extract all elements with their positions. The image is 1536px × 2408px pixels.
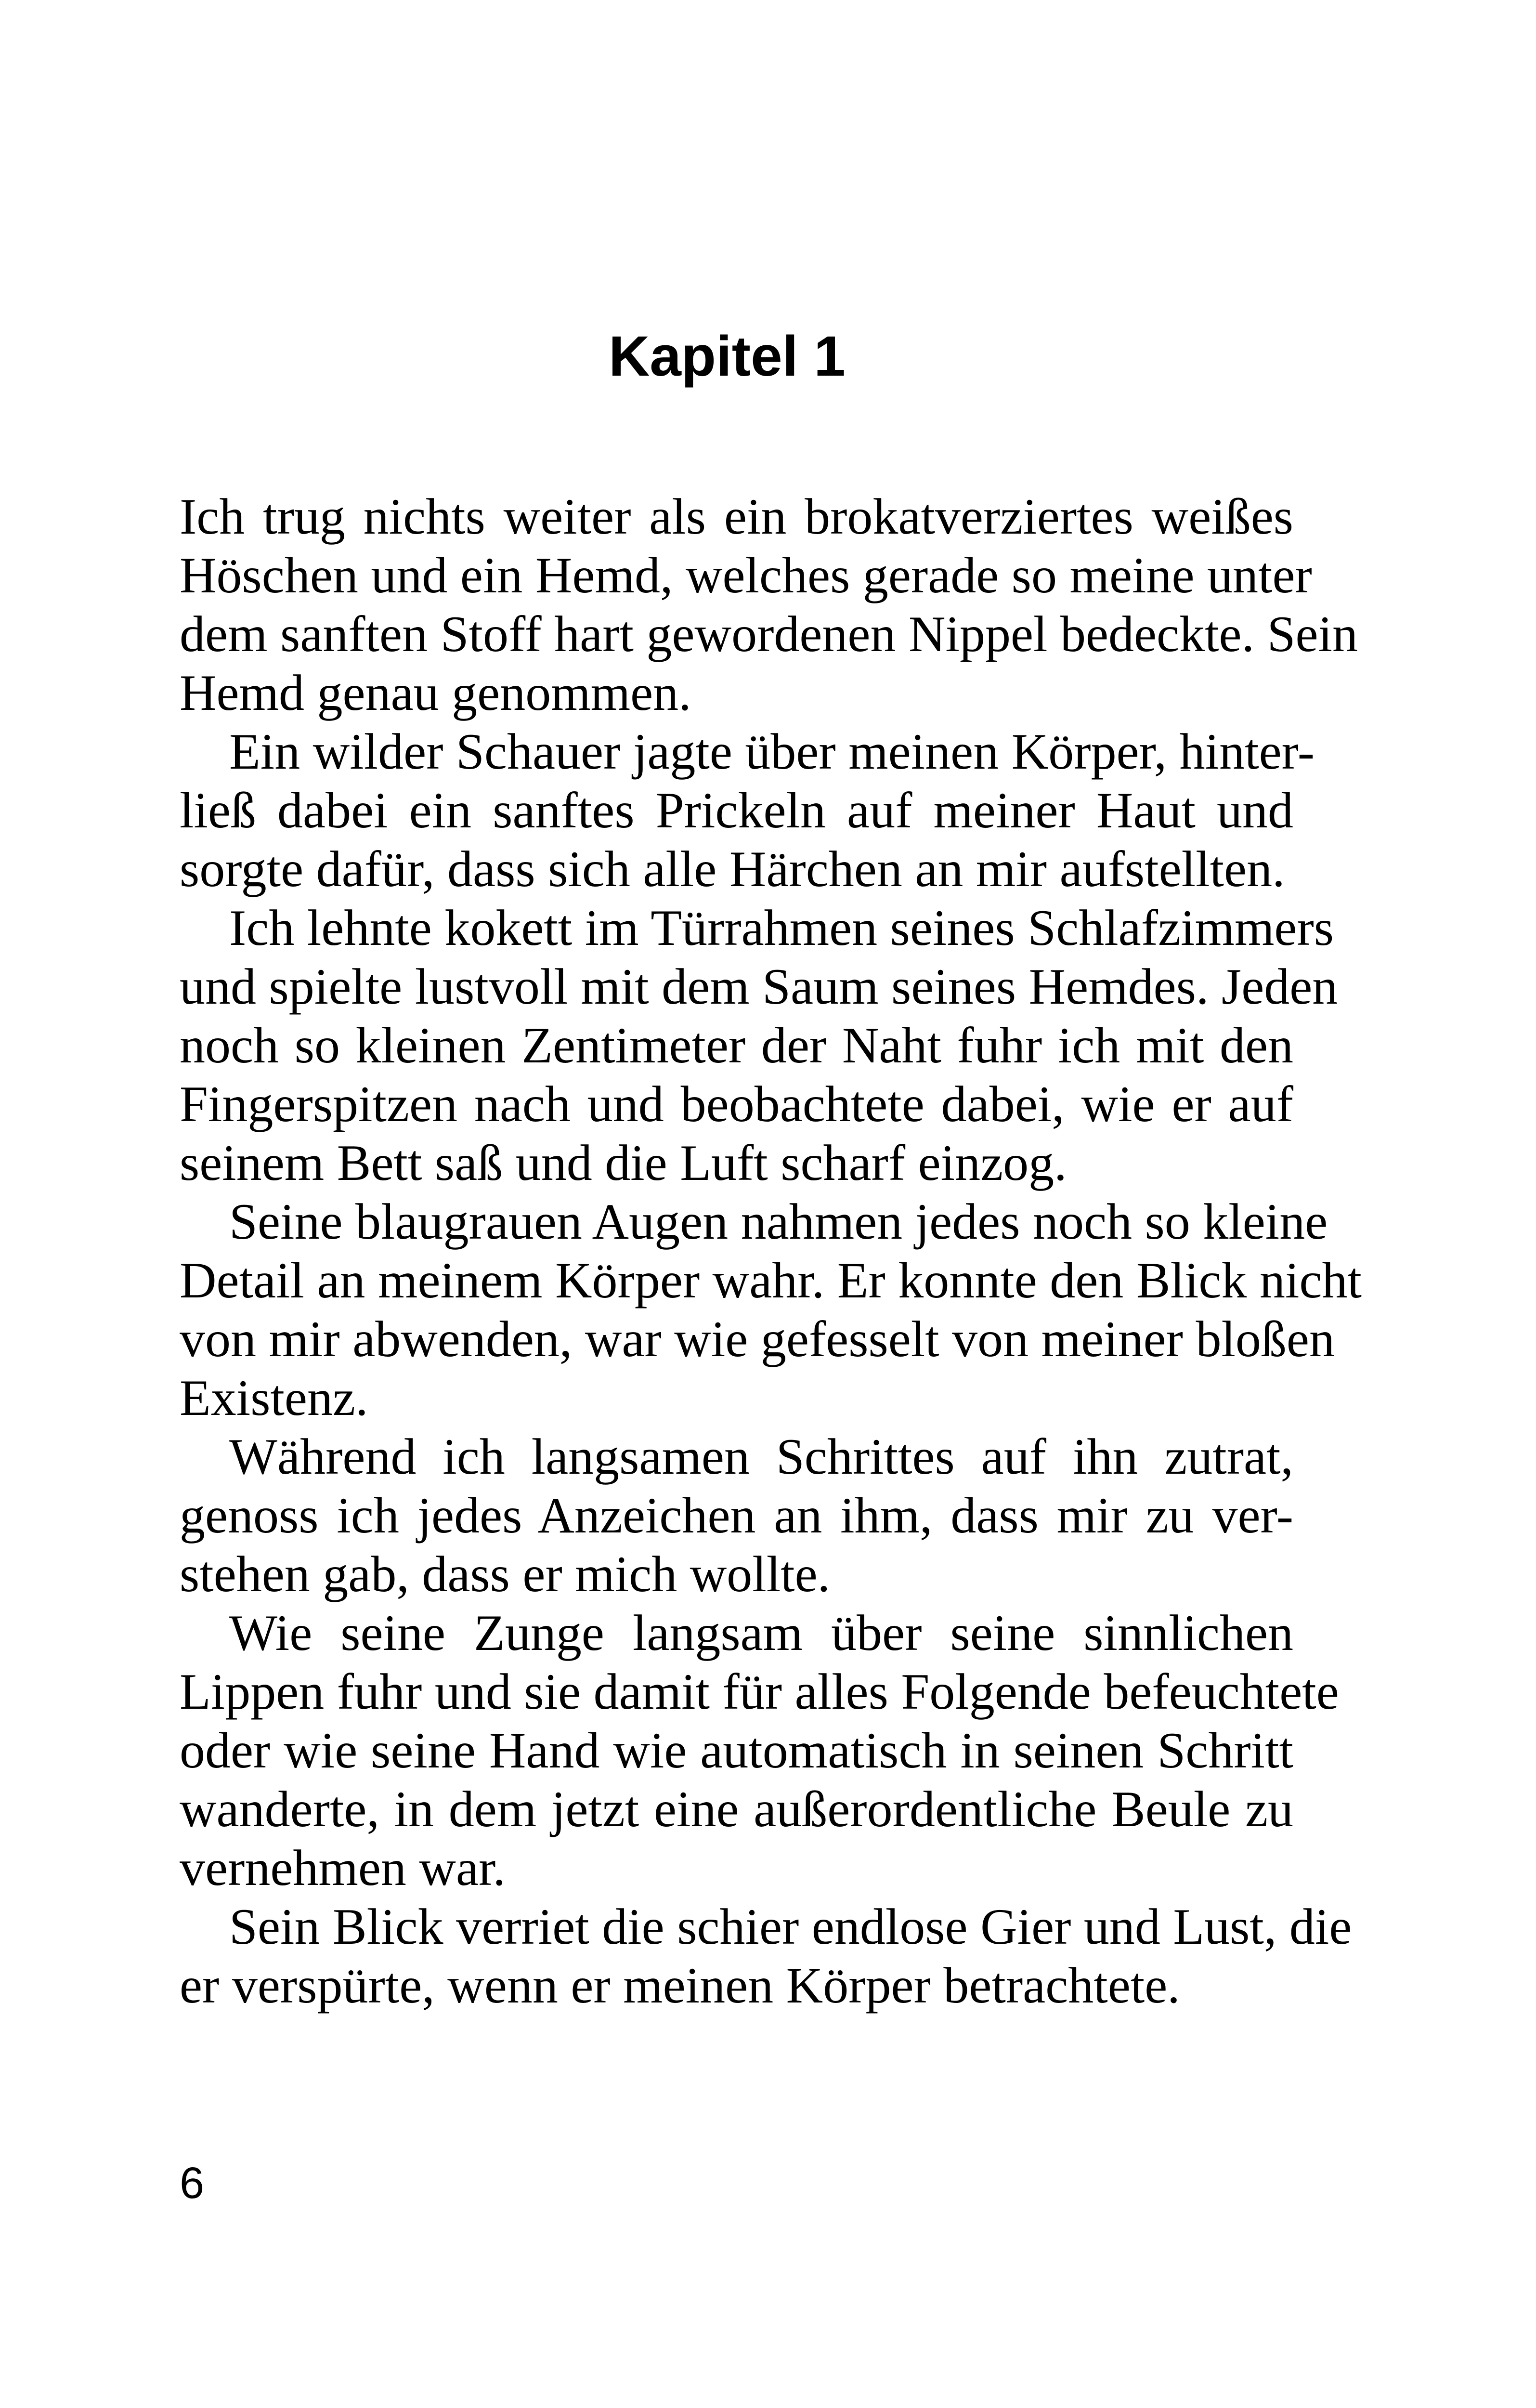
text-line: Ich lehnte kokett im Türrahmen seines Schlafzimmers — [229, 900, 1334, 956]
text-line: Detail an meinem Körper wahr. Er konnte den Blick nicht — [180, 1252, 1362, 1309]
text-line: Wie seine Zunge langsam über seine sinnlichen — [229, 1605, 1293, 1661]
text-line: Seine blaugrauen Augen nahmen jedes noch so kleine — [229, 1193, 1328, 1250]
text-line: seinem Bett saß und die Luft scharf einzog. — [180, 1135, 1067, 1191]
text-line: Während ich langsamen Schrittes auf ihn zutrat, — [229, 1428, 1293, 1485]
text-line: oder wie seine Hand wie automatisch in seinen Schritt — [180, 1722, 1293, 1779]
text-line: und spielte lustvoll mit dem Saum seines Hemdes. Jeden — [180, 958, 1338, 1015]
text-line: Lippen fuhr und sie damit für alles Folgende befeuchtete — [180, 1663, 1339, 1720]
text-line: Ich trug nichts weiter als ein brokatverziertes weißes — [180, 488, 1293, 545]
body-text — [180, 487, 1362, 2015]
text-line: ließ dabei ein sanftes Prickeln auf meiner Haut und — [180, 782, 1293, 838]
text-line: Höschen und ein Hemd, welches gerade so meine unter — [180, 547, 1312, 603]
text-line: vernehmen war. — [180, 1840, 506, 1896]
text-line: sorgte dafür, dass sich alle Härchen an mir aufstellten. — [180, 841, 1285, 897]
text-line: wanderte, in dem jetzt eine außerordentliche Beule zu — [180, 1781, 1293, 1837]
text-line: Ein wilder Schauer jagte über meinen Körper, hinter- — [229, 723, 1315, 780]
text-line: stehen gab, dass er mich wollte. — [180, 1546, 831, 1602]
text-line: Existenz. — [180, 1370, 368, 1426]
chapter-title: Kapitel 1 — [609, 325, 846, 388]
text-line: Sein Blick verriet die schier endlose Gier und Lust, die — [229, 1898, 1352, 1955]
text-line: noch so kleinen Zentimeter der Naht fuhr ich mit den — [180, 1017, 1293, 1073]
page-number: 6 — [180, 2159, 205, 2208]
text-line: Hemd genau genommen. — [180, 665, 691, 721]
text-line: Fingerspitzen nach und beobachtete dabei, wie er auf — [180, 1076, 1293, 1132]
text-line: dem sanften Stoff hart gewordenen Nippel bedeckte. Sein — [180, 606, 1358, 662]
text-line: er verspürte, wenn er meinen Körper betrachtete. — [180, 1957, 1180, 2014]
text-line: von mir abwenden, war wie gefesselt von meiner bloßen — [180, 1311, 1335, 1367]
text-line: genoss ich jedes Anzeichen an ihm, dass mir zu ver- — [180, 1487, 1293, 1544]
